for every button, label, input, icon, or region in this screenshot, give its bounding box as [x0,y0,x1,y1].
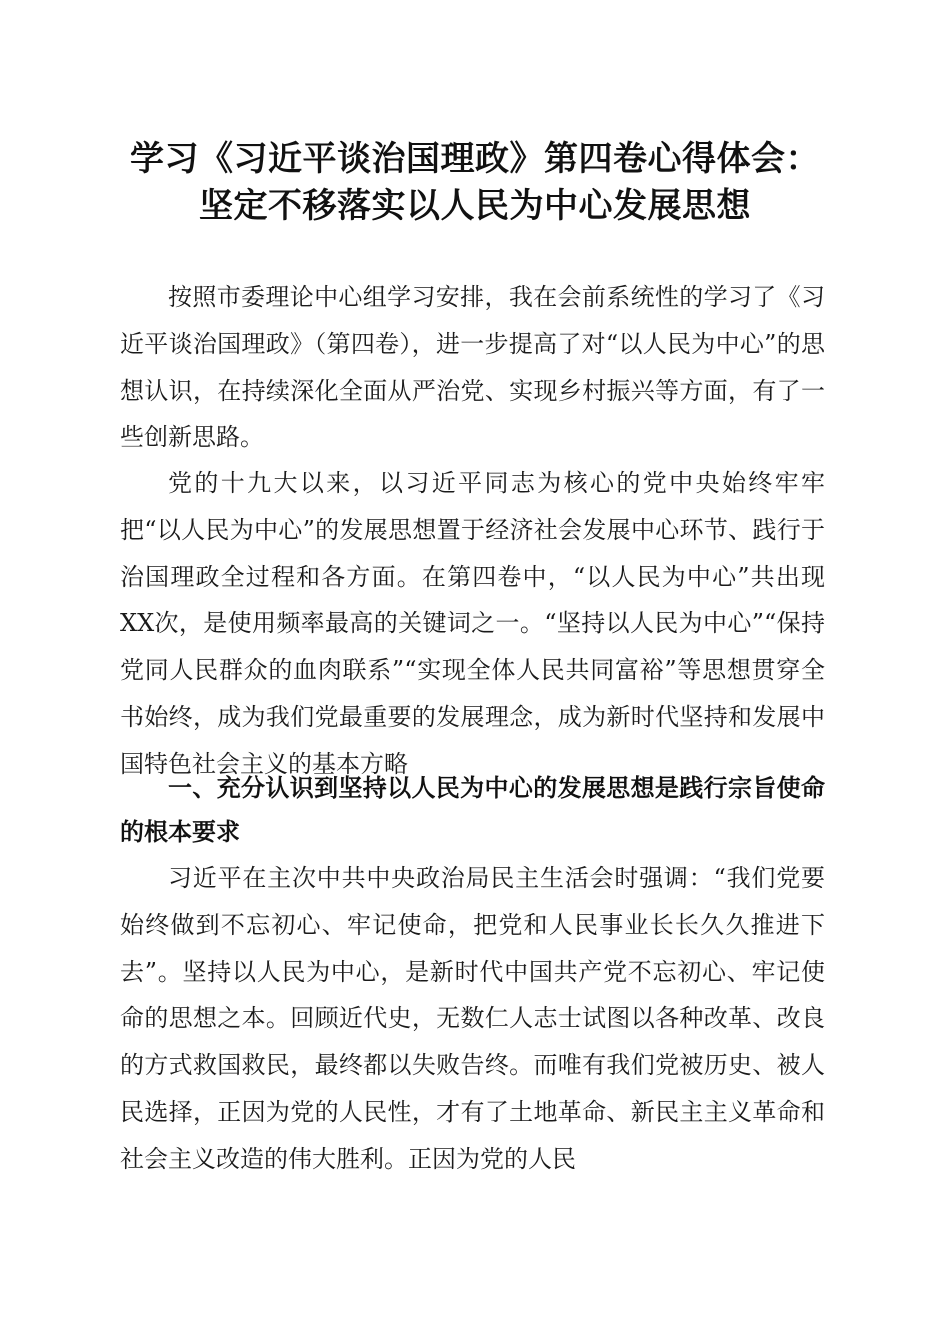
paragraph-background: 党的十九大以来，以习近平同志为核心的党中央始终牢牢把“以人民为中心”的发展思想置于经济社会发展中心环节、践行于治国理政全过程和各方面。在第四卷中，“以人民为中心”共出现XX次，是使用频率最高的关键词之一。“坚持以人民为中心”“保持党同人民群众的血肉联系”“实现全体人民共同富裕”等思想贯穿全书始终，成为我们党最重要的发展理念，成为新时代坚持和发展中国特色社会主义的基本方略 [120,469,825,778]
document-title-line-1: 学习《习近平谈治国理政》第四卷心得体会： [130,139,820,179]
paragraph-intro: 按照市委理论中心组学习安排，我在会前系统性的学习了《习近平谈治国理政》（第四卷），进一步提高了对“以人民为中心”的思想认识，在持续深化全面从严治党、实现乡村振兴等方面，有了一些创新思路。 [120,283,825,452]
document-title-line-2: 坚定不移落实以人民为中心发展思想 [199,186,751,226]
paragraph-section-1: 习近平在主次中共中央政治局民主生活会时强调：“我们党要始终做到不忘初心、牢记使命，把党和人民事业长长久久推进下去”。坚持以人民为中心，是新时代中国共产党不忘初心、牢记使命的思想之本。回顾近代史，无数仁人志士试图以各种改革、改良的方式救国救民，最终都以失败告终。而唯有我们党被历史、被人民选择，正因为党的人民性，才有了土地革命、新民主主义革命和社会主义改造的伟大胜利。正因为党的人民 [120,864,825,1173]
section-heading-1: 一、充分认识到坚持以人民为中心的发展思想是践行宗旨使命的根本要求 [120,774,825,846]
